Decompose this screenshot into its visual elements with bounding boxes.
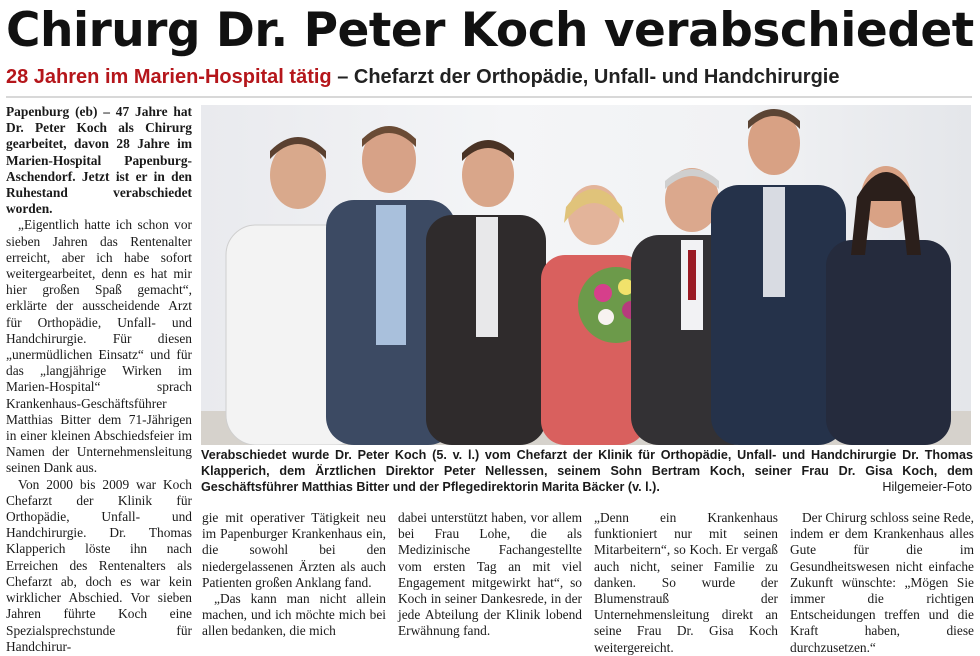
article-paragraph: „Denn ein Krankenhaus funktioniert nur mit seinen Mitarbeitern“, so Koch. Er vergaß auch nicht, seiner Familie zu danken. So wurde der Blumenstrauß der Unternehmensleitung direkt an seine Frau Dr. Gisa Koch weitergereicht. [594, 510, 778, 655]
group-photo-illustration [201, 105, 971, 445]
headline: Chirurg Dr. Peter Koch verabschiedet [6, 3, 974, 58]
subhead-highlight: 28 Jahren im Marien-Hospital tätig [6, 66, 332, 88]
header-divider [6, 96, 972, 98]
article-column-1 [6, 104, 192, 655]
article-column-3 [398, 510, 582, 640]
article-paragraph: dabei unterstützt haben, vor allem bei Frau Lohe, die als Medizinische Fachangestellte vom ersten Tag an mit viel Engagement mitgewirkt hat“, so Koch in seiner Dankesrede, in der jede Abteilung der Klinik lobend Erwähnung fand. [398, 510, 582, 639]
article-paragraph: „Eigentlich hatte ich schon vor sieben Jahren das Rentenalter erreicht, aber ich habe sofort weitergearbeitet, denn es hat mir hier großen Spaß gemacht“, erklärte der ausscheidende Arzt für Orthopädie, Unfall- und Handchirurgie. Für diesen „unermüdlichen Einsatz“ und für das „langjährige Wirken im Marien-Hospital“ sprach Krankenhaus-Geschäftsführer Matthias Bitter dem 71-Jährigen in einer kleinen Abschiedsfeier im Namen der Unternehmensleitung seinen Dank aus. [6, 217, 192, 476]
article-paragraph: „Das kann man nicht allein machen, und ich möchte mich bei allen bedanken, die mich [202, 591, 386, 639]
article-column-4 [594, 510, 778, 656]
photo-caption: Verabschiedet wurde Dr. Peter Koch (5. v. l.) vom Chefarzt der Klinik für Orthopädie, Unfall- und Handchirurgie Dr. Thomas Klapperich, dem Ärztlichen Direktor Peter Nellessen, seinem Sohn Bertram Koch, seiner Frau Dr. Gisa Koch, dem Geschäftsführer Matthias Bitter und der Pflegedirektorin Marita Bäcker (v. l.). [201, 448, 973, 494]
article-paragraph: Der Chirurg schloss seine Rede, indem er dem Krankenhaus alles Gute für die im Gesundheitswesen nicht einfache Zukunft wünschte: „Mögen Sie immer die richtigen Entscheidungen treffen und die Kraft haben, diese durchzusetzen.“ [790, 510, 974, 655]
subhead-rest: Chefarzt der Orthopädie, Unfall- und Handchirurgie [353, 66, 840, 88]
subheadline [6, 63, 974, 91]
group-photo [201, 105, 971, 445]
photo-credit: Hilgemeier-Foto [882, 480, 972, 494]
article-column-5 [790, 510, 974, 656]
subhead-dash: – [331, 66, 354, 88]
article-paragraph: Von 2000 bis 2009 war Koch Chefarzt der Klinik für Orthopädie, Unfall- und Handchirurgie. Dr. Thomas Klapperich löste ihn nach Erreichen des Rentenalters als Chefarzt ab, doch es war kein wirklicher Abschied. Vor sieben Jahren führte Koch eine Spezialsprechstunde für Handchirur- [6, 476, 192, 654]
person-figure [426, 140, 546, 445]
article-lead: Papenburg (eb) – 47 Jahre hat Dr. Peter Koch als Chirurg gearbeitet, davon 28 Jahre im Marien-Hospital Papenburg-Aschendorf. Jetzt ist er in den Ruhestand verabschiedet worden. [6, 104, 192, 217]
article-paragraph: gie mit operativer Tätigkeit neu im Papenburger Krankenhaus ein, die sowohl bei den niedergelassenen Ärzten als auch Patienten großen Anklang fand. [202, 510, 386, 590]
person-figure [711, 109, 846, 445]
article-column-2 [202, 510, 386, 640]
